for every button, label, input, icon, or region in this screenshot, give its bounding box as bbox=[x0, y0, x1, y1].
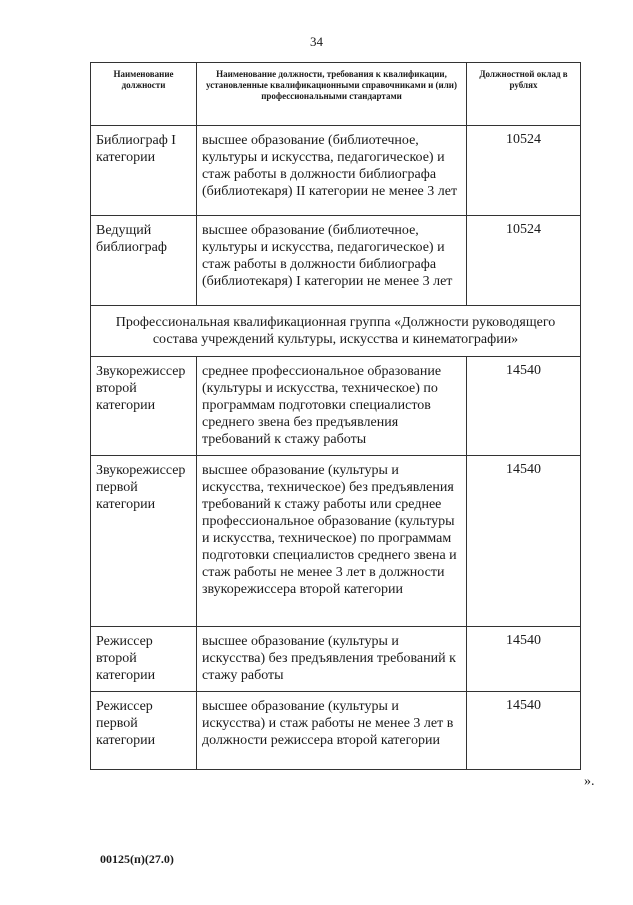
table-header-row bbox=[91, 63, 581, 126]
position-salary: 14540 bbox=[467, 692, 581, 770]
closing-quote: ». bbox=[584, 774, 595, 789]
header-requirements: Наименование должности, требования к квалификации, установленные квалификационными справочниками и (или) профессиональными стандартами bbox=[197, 63, 467, 126]
table-row bbox=[91, 692, 581, 770]
position-salary: 14540 bbox=[467, 627, 581, 692]
position-name: Библиограф I категории bbox=[91, 126, 197, 216]
table-row bbox=[91, 357, 581, 456]
page-number: 34 bbox=[310, 34, 323, 49]
position-name: Ведущий библиограф bbox=[91, 216, 197, 306]
position-salary: 14540 bbox=[467, 456, 581, 627]
position-name: Режиссер первой категории bbox=[91, 692, 197, 770]
position-requirements: высшее образование (культуры и искусства) без предъявления требований к стажу работы bbox=[197, 627, 467, 692]
position-requirements: высшее образование (культуры и искусства) и стаж работы не менее 3 лет в должности режиссера второй категории bbox=[197, 692, 467, 770]
table-row bbox=[91, 216, 581, 306]
salary-table bbox=[90, 62, 581, 770]
document-code: 00125(п)(27.0) bbox=[100, 852, 174, 866]
header-position: Наименование должности bbox=[91, 63, 197, 126]
position-name: Звукорежиссер первой категории bbox=[91, 456, 197, 627]
position-salary: 14540 bbox=[467, 357, 581, 456]
header-salary: Должностной оклад в рублях bbox=[467, 63, 581, 126]
group-title: Профессиональная квалификационная группа «Должности руководящего состава учреждений культуры, искусства и кинематографии» bbox=[91, 306, 581, 357]
position-requirements: среднее профессиональное образование (культуры и искусства, техническое) по программам подготовки специалистов среднего звена без предъявления требований к стажу работы bbox=[197, 357, 467, 456]
position-salary: 10524 bbox=[467, 216, 581, 306]
position-requirements: высшее образование (библиотечное, культуры и искусства, педагогическое) и стаж работы в должности библиографа (библиотекаря) I категории не менее 3 лет bbox=[197, 216, 467, 306]
table-row bbox=[91, 126, 581, 216]
group-row bbox=[91, 306, 581, 357]
position-requirements: высшее образование (культуры и искусства, техническое) без предъявления требований к стажу работы или среднее профессиональное образование (культуры и искусства, техническое) по программам подготовки специалистов среднего звена и стаж работы не менее 3 лет в должности звукорежиссера второй категории bbox=[197, 456, 467, 627]
position-salary: 10524 bbox=[467, 126, 581, 216]
position-requirements: высшее образование (библиотечное, культуры и искусства, педагогическое) и стаж работы в должности библиографа (библиотекаря) II категории не менее 3 лет bbox=[197, 126, 467, 216]
table-row bbox=[91, 456, 581, 627]
table-row bbox=[91, 627, 581, 692]
position-name: Режиссер второй категории bbox=[91, 627, 197, 692]
position-name: Звукорежиссер второй категории bbox=[91, 357, 197, 456]
